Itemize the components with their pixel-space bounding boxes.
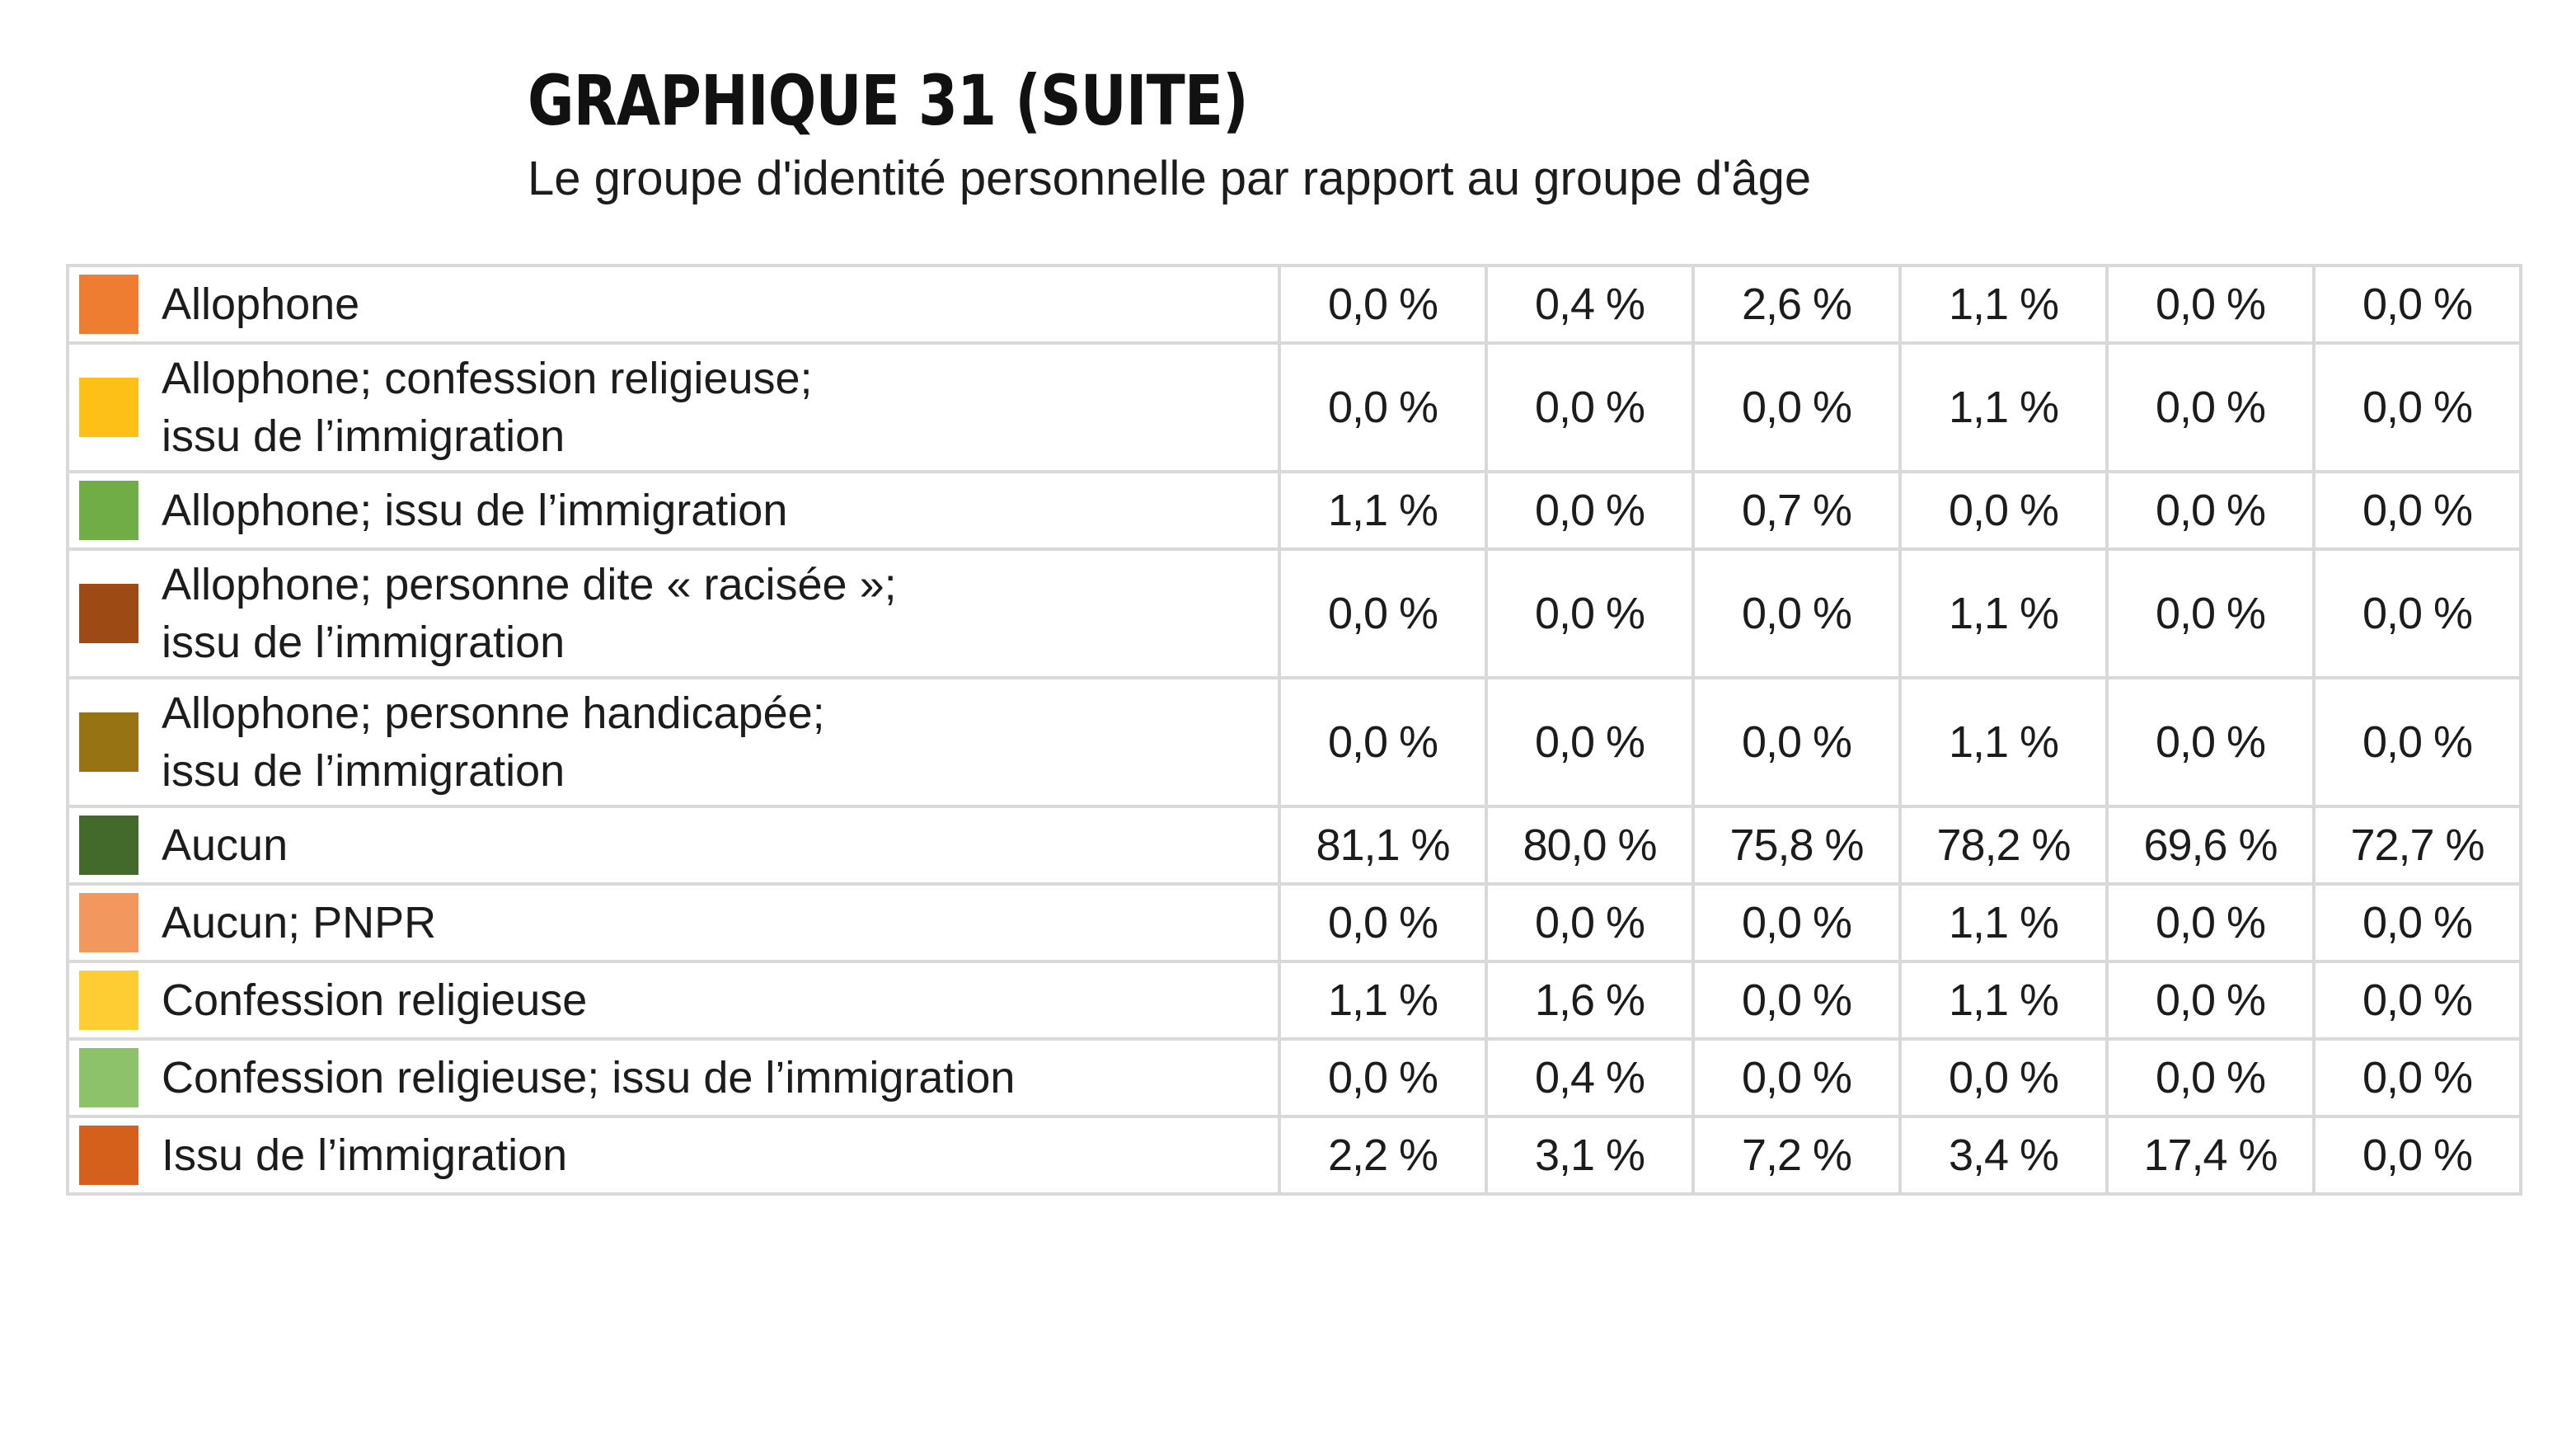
legend-swatch	[79, 816, 138, 875]
row-label: Aucun	[162, 820, 289, 870]
table-row	[68, 884, 2521, 961]
row-label: Allophone; confession religieuse; issu de l’immigration	[162, 354, 813, 461]
data-table	[66, 264, 2522, 1196]
value-cell: 0,0 %	[2314, 472, 2521, 549]
row-label-cell	[68, 884, 1279, 961]
row-label-cell	[68, 961, 1279, 1039]
value-cell: 0,0 %	[1486, 884, 1693, 961]
value-cell: 0,0 %	[1693, 961, 1900, 1039]
legend-swatch	[79, 378, 138, 437]
value-cell: 0,0 %	[1486, 549, 1693, 678]
value-cell: 0,0 %	[2314, 343, 2521, 472]
value-cell: 17,4 %	[2107, 1116, 2314, 1194]
table-row	[68, 1116, 2521, 1194]
legend-swatch	[79, 971, 138, 1030]
value-cell: 2,2 %	[1279, 1116, 1486, 1194]
legend-swatch	[79, 893, 138, 952]
value-cell: 78,2 %	[1900, 806, 2107, 884]
value-cell: 0,0 %	[1693, 343, 1900, 472]
row-label-cell	[68, 678, 1279, 806]
table-row	[68, 678, 2521, 806]
value-cell: 0,0 %	[1279, 678, 1486, 806]
row-label-cell	[68, 266, 1279, 343]
legend-swatch	[79, 275, 138, 334]
value-cell: 0,4 %	[1486, 266, 1693, 343]
value-cell: 0,0 %	[1279, 1039, 1486, 1116]
value-cell: 0,0 %	[2107, 549, 2314, 678]
value-cell: 0,0 %	[2107, 1039, 2314, 1116]
value-cell: 0,7 %	[1693, 472, 1900, 549]
legend-swatch	[79, 1126, 138, 1185]
chart-title: GRAPHIQUE 31 (SUITE)	[528, 60, 1248, 141]
row-label-cell	[68, 1116, 1279, 1194]
legend-swatch	[79, 584, 138, 643]
value-cell: 0,0 %	[1693, 1039, 1900, 1116]
row-label-cell	[68, 1039, 1279, 1116]
row-label: Allophone	[162, 280, 360, 329]
value-cell: 0,0 %	[1279, 343, 1486, 472]
value-cell: 0,0 %	[1279, 266, 1486, 343]
legend-swatch	[79, 1048, 138, 1107]
value-cell: 0,0 %	[1486, 472, 1693, 549]
value-cell: 0,0 %	[2107, 961, 2314, 1039]
value-cell: 0,0 %	[2314, 884, 2521, 961]
value-cell: 7,2 %	[1693, 1116, 1900, 1194]
value-cell: 0,0 %	[2107, 343, 2314, 472]
value-cell: 0,0 %	[2314, 549, 2521, 678]
value-cell: 0,0 %	[2107, 266, 2314, 343]
table-row	[68, 472, 2521, 549]
value-cell: 1,1 %	[1900, 549, 2107, 678]
row-label-cell	[68, 806, 1279, 884]
value-cell: 1,1 %	[1900, 343, 2107, 472]
value-cell: 3,1 %	[1486, 1116, 1693, 1194]
table-row	[68, 961, 2521, 1039]
value-cell: 0,0 %	[1900, 472, 2107, 549]
table-row	[68, 549, 2521, 678]
table-row	[68, 266, 2521, 343]
value-cell: 69,6 %	[2107, 806, 2314, 884]
value-cell: 1,1 %	[1900, 884, 2107, 961]
value-cell: 1,1 %	[1279, 472, 1486, 549]
value-cell: 0,0 %	[1693, 678, 1900, 806]
table-row	[68, 806, 2521, 884]
row-label-cell	[68, 472, 1279, 549]
value-cell: 0,0 %	[2107, 472, 2314, 549]
row-label-cell	[68, 343, 1279, 472]
value-cell: 0,4 %	[1486, 1039, 1693, 1116]
value-cell: 72,7 %	[2314, 806, 2521, 884]
table-row	[68, 1039, 2521, 1116]
row-label-cell	[68, 549, 1279, 678]
row-label: Allophone; issu de l’immigration	[162, 486, 788, 535]
value-cell: 0,0 %	[2314, 1116, 2521, 1194]
value-cell: 0,0 %	[1693, 549, 1900, 678]
value-cell: 0,0 %	[2314, 961, 2521, 1039]
value-cell: 80,0 %	[1486, 806, 1693, 884]
legend-swatch	[79, 481, 138, 540]
row-label: Confession religieuse	[162, 975, 588, 1025]
value-cell: 0,0 %	[2314, 266, 2521, 343]
value-cell: 0,0 %	[2107, 678, 2314, 806]
value-cell: 0,0 %	[2107, 884, 2314, 961]
value-cell: 75,8 %	[1693, 806, 1900, 884]
row-label: Issu de l’immigration	[162, 1130, 568, 1180]
value-cell: 1,6 %	[1486, 961, 1693, 1039]
value-cell: 81,1 %	[1279, 806, 1486, 884]
value-cell: 0,0 %	[2314, 678, 2521, 806]
legend-swatch	[79, 712, 138, 772]
row-label: Aucun; PNPR	[162, 898, 437, 947]
row-label: Confession religieuse; issu de l’immigration	[162, 1053, 1016, 1102]
value-cell: 2,6 %	[1693, 266, 1900, 343]
value-cell: 1,1 %	[1900, 266, 2107, 343]
row-label: Allophone; personne handicapée; issu de l’immigration	[162, 689, 825, 796]
value-cell: 0,0 %	[1486, 678, 1693, 806]
value-cell: 0,0 %	[1900, 1039, 2107, 1116]
value-cell: 1,1 %	[1900, 961, 2107, 1039]
value-cell: 0,0 %	[1279, 884, 1486, 961]
value-cell: 0,0 %	[1486, 343, 1693, 472]
table-row	[68, 343, 2521, 472]
value-cell: 1,1 %	[1279, 961, 1486, 1039]
value-cell: 1,1 %	[1900, 678, 2107, 806]
row-label: Allophone; personne dite « racisée »; issu de l’immigration	[162, 560, 897, 667]
value-cell: 0,0 %	[1693, 884, 1900, 961]
value-cell: 3,4 %	[1900, 1116, 2107, 1194]
value-cell: 0,0 %	[1279, 549, 1486, 678]
chart-subtitle: Le groupe d'identité personnelle par rapport au groupe d'âge	[528, 152, 1812, 205]
value-cell: 0,0 %	[2314, 1039, 2521, 1116]
